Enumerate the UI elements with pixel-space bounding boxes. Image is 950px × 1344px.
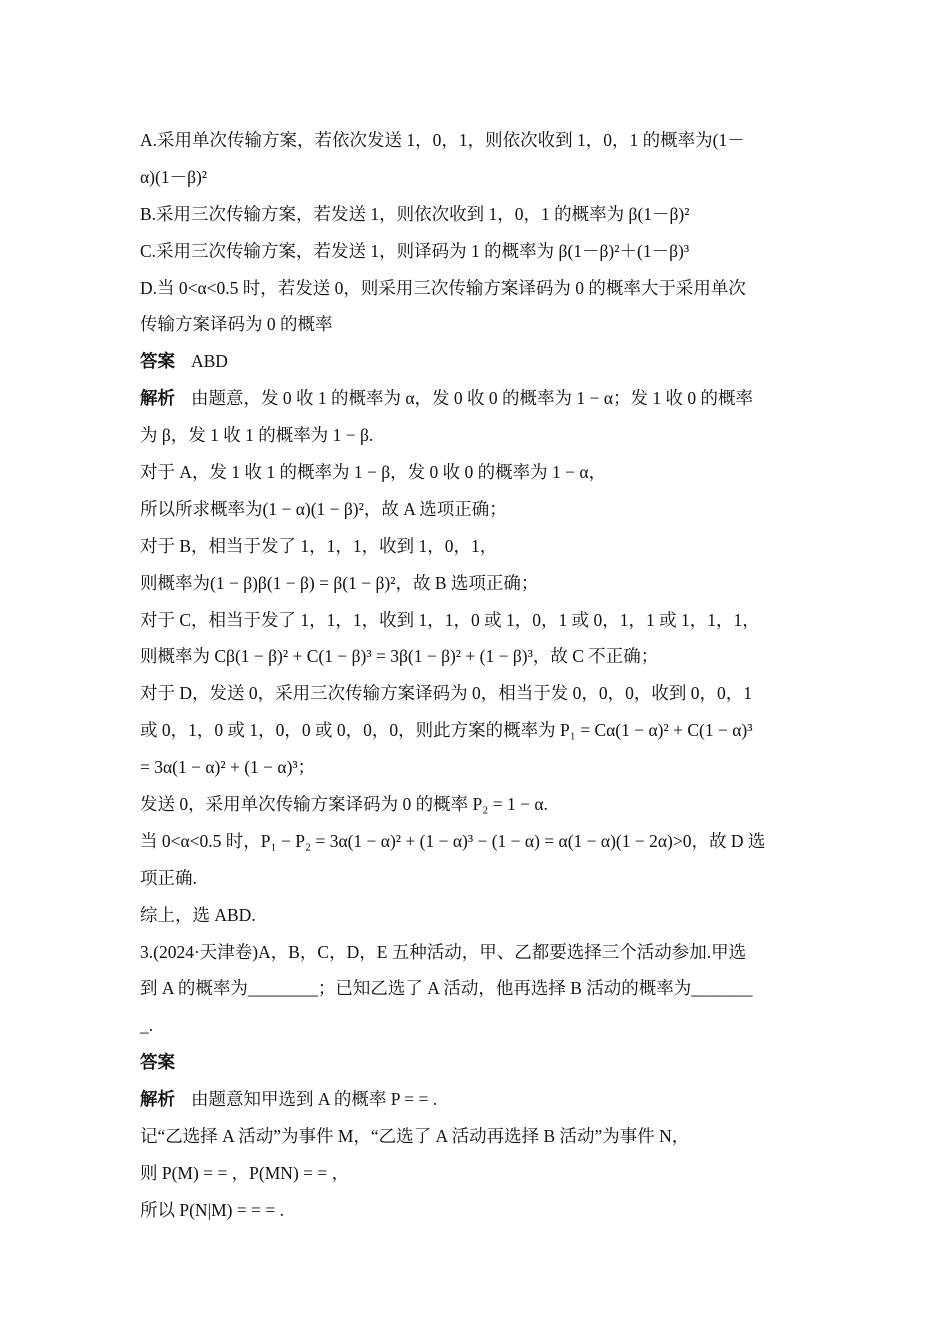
- analysis-line-4: 所以所求概率为(1 − α)(1 − β)²，故 A 选项正确；: [140, 498, 507, 519]
- document-body: [140, 122, 812, 1229]
- analysis-q3-line-3: 则 P(M) = = ，P(MN) = = ，: [140, 1162, 350, 1183]
- analysis-line-8: 则概率为 Cβ(1 − β)² + C(1 − β)³ = 3β(1 − β)² + (1 − β)³，故 C 不正确；: [140, 646, 659, 667]
- analysis-q3-line-4: 所以 P(N|M) = = = .: [140, 1199, 284, 1220]
- analysis-line-3: 对于 A，发 1 收 1 的概率为 1 − β，发 0 收 0 的概率为 1 − α，: [140, 462, 607, 483]
- analysis-line-5: 对于 B，相当于发了 1，1，1，收到 1，0，1，: [140, 535, 498, 556]
- answer-label: 答案: [140, 351, 175, 372]
- option-a-line-2: α)(1－β)²: [140, 166, 208, 187]
- analysis-line-7: 对于 C，相当于发了 1，1，1，收到 1，1，0 或 1，0，1 或 0，1，1 或 1，1，1，: [140, 609, 760, 630]
- analysis-line-1: [140, 380, 812, 417]
- option-c: C.采用三次传输方案，若发送 1，则译码为 1 的概率为 β(1－β)²＋(1－β)³: [140, 240, 690, 261]
- analysis-text: 由题意，发 0 收 1 的概率为 α，发 0 收 0 的概率为 1 − α；发 1 收 0 的概率: [191, 388, 753, 409]
- option-b: B.采用三次传输方案，若发送 1，则依次收到 1，0，1 的概率为 β(1－β)²: [140, 203, 690, 224]
- answer-value: ABD: [191, 351, 228, 372]
- analysis-label-q3: 解析: [140, 1089, 175, 1110]
- analysis-text-q3: 由题意知甲选到 A 的概率 P = = .: [191, 1089, 438, 1110]
- question-3-line-1: 3.(2024·天津卷)A，B，C，D，E 五种活动，甲、乙都要选择三个活动参加.甲选: [140, 941, 747, 962]
- answer-label-q3: 答案: [140, 1052, 175, 1073]
- analysis-line-10: 或 0，1，0 或 1，0，0 或 0，0，0，则此方案的概率为 P₁ = Cα(1 − α)² + C(1 − α)³: [140, 720, 753, 741]
- option-a-line-1: A.采用单次传输方案，若依次发送 1，0，1，则依次收到 1，0，1 的概率为(1－: [140, 130, 745, 150]
- analysis-q3-line-1: [140, 1081, 812, 1118]
- analysis-label: 解析: [140, 388, 175, 409]
- option-d-line-1: D.当 0<α<0.5 时，若发送 0，则采用三次传输方案译码为 0 的概率大于采用单次: [140, 277, 746, 298]
- question-3-line-2: 到 A 的概率为________；已知乙选了 A 活动，他再选择 B 活动的概率为_______: [140, 978, 753, 999]
- option-d-line-2: 传输方案译码为 0 的概率: [140, 314, 333, 335]
- analysis-line-12: 发送 0，采用单次传输方案译码为 0 的概率 P₂ = 1 − α.: [140, 794, 548, 815]
- analysis-q3-line-2: 记“乙选择 A 活动”为事件 M，“乙选了 A 活动再选择 B 活动”为事件 N，: [140, 1126, 690, 1147]
- answer-line: [140, 343, 812, 380]
- answer-line-q3: [140, 1044, 812, 1081]
- analysis-line-15: 综上，选 ABD.: [140, 904, 256, 925]
- analysis-line-9: 对于 D，发送 0，采用三次传输方案译码为 0，相当于发 0，0，0，收到 0，0，1: [140, 683, 753, 704]
- analysis-line-2: 为 β，发 1 收 1 的概率为 1 − β.: [140, 425, 374, 446]
- analysis-line-6: 则概率为(1 − β)β(1 − β) = β(1 − β)²，故 B 选项正确；: [140, 572, 539, 593]
- analysis-line-13: 当 0<α<0.5 时，P₁ − P₂ = 3α(1 − α)² + (1 − α)³ − (1 − α) = α(1 − α)(1 − 2α)>0，故 D 选: [140, 830, 766, 851]
- analysis-line-11: = 3α(1 − α)² + (1 − α)³；: [140, 757, 316, 778]
- analysis-line-14: 项正确.: [140, 867, 197, 888]
- question-3-line-3: _.: [140, 1015, 154, 1036]
